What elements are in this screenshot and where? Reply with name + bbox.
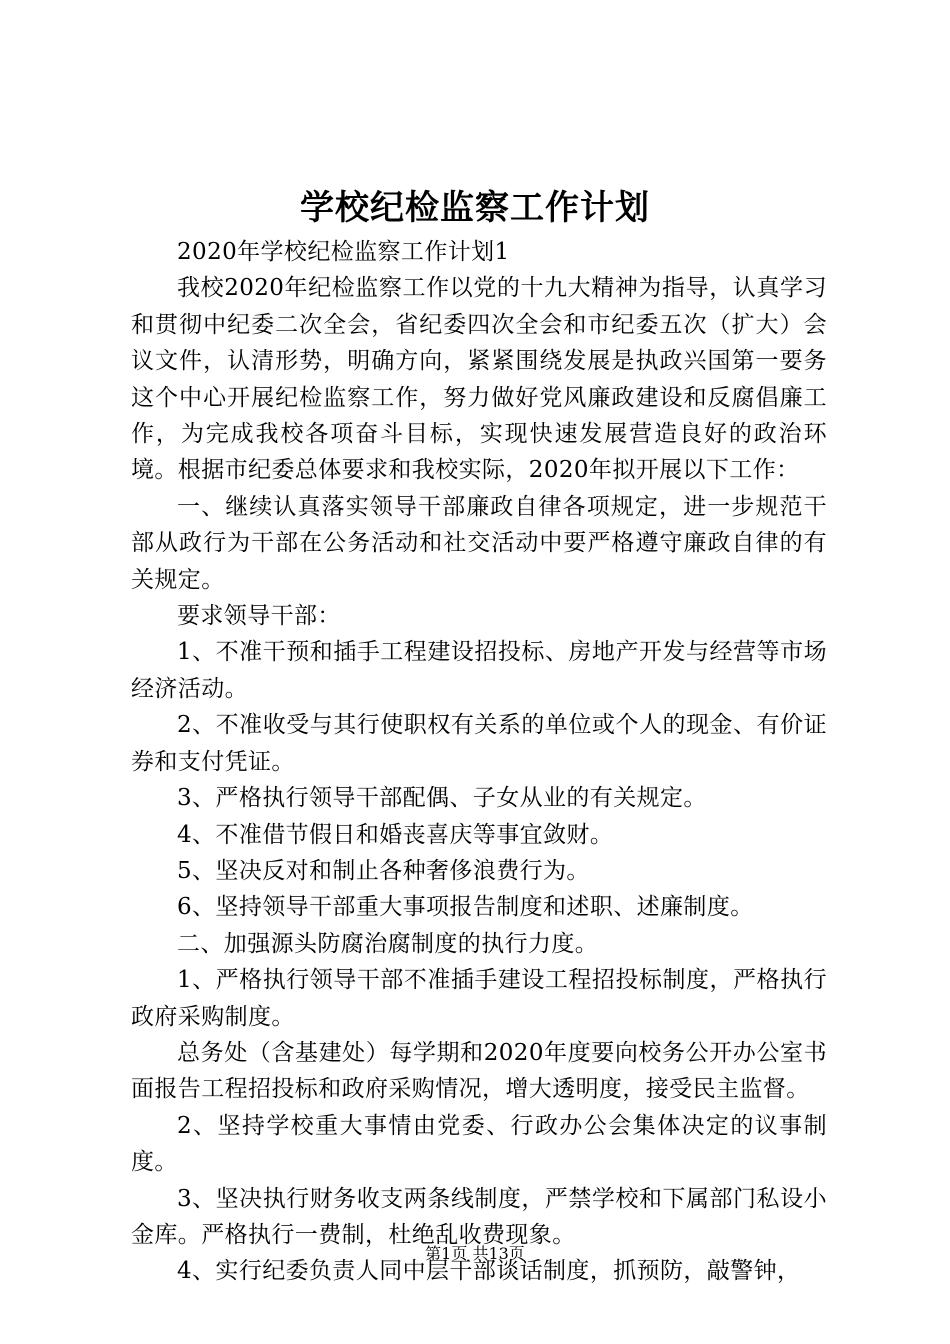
document-title: 学校纪检监察工作计划	[300, 188, 650, 228]
paragraph: 2020年学校纪检监察工作计划1	[177, 239, 510, 265]
paragraph: 4、实行纪委负责人同中层干部谈话制度，抓预防，敲警钟，	[177, 1258, 801, 1285]
paragraph: 1、严格执行领导干部不准插手建设工程招投标制度，严格执行政府采购制度。	[131, 967, 827, 1030]
paragraph: 二、加强源头防腐治腐制度的执行力度。	[177, 930, 599, 957]
paragraph: 总务处（含基建处）每学期和2020年度要向校务公开办公室书面报告工程招投标和政府采购情况，增大透明度，接受民主监督。	[131, 1039, 827, 1103]
paragraph: 4、不准借节假日和婚丧喜庆等事宜敛财。	[177, 821, 614, 848]
paragraph: 一、继续认真落实领导干部廉政自律各项规定，进一步规范干部从政行为干部在公务活动和社交活动中要严格遵守廉政自律的有关规定。	[131, 493, 827, 593]
paragraph: 我校2020年纪检监察工作以党的十九大精神为指导，认真学习和贯彻中纪委二次全会，省纪委四次全会和市纪委五次（扩大）会议文件，认清形势，明确方向，紧紧围绕发展是执政兴国第一要务这个中心开展纪检监察工作，努力做好党风廉政建设和反腐倡廉工作，为完成我校各项奋斗目标，实现快速发展营造良好的政治环境。根据市纪委总体要求和我校实际，2020年拟开展以下工作：	[131, 275, 827, 484]
paragraph: 5、坚决反对和制止各种奢侈浪费行为。	[177, 857, 590, 884]
paragraph: 2、坚持学校重大事情由党委、行政办公会集体决定的议事制度。	[131, 1112, 827, 1176]
paragraph: 1、不准干预和插手工程建设招投标、房地产开发与经营等市场经济活动。	[131, 639, 827, 702]
paragraph: 3、严格执行领导干部配偶、子女从业的有关规定。	[177, 785, 707, 812]
page-footer: 第1页 共13页	[425, 1244, 525, 1263]
paragraph: 3、坚决执行财务收支两条线制度，严禁学校和下属部门私设小金库。严格执行一费制，杜绝乱收费现象。	[131, 1185, 827, 1248]
paragraph: 6、坚持领导干部重大事项报告制度和述职、述廉制度。	[177, 894, 754, 921]
paragraph: 2、不准收受与其行使职权有关系的单位或个人的现金、有价证券和支付凭证。	[131, 712, 827, 775]
document-body	[131, 234, 827, 1290]
paragraph: 要求领导干部：	[177, 603, 341, 630]
